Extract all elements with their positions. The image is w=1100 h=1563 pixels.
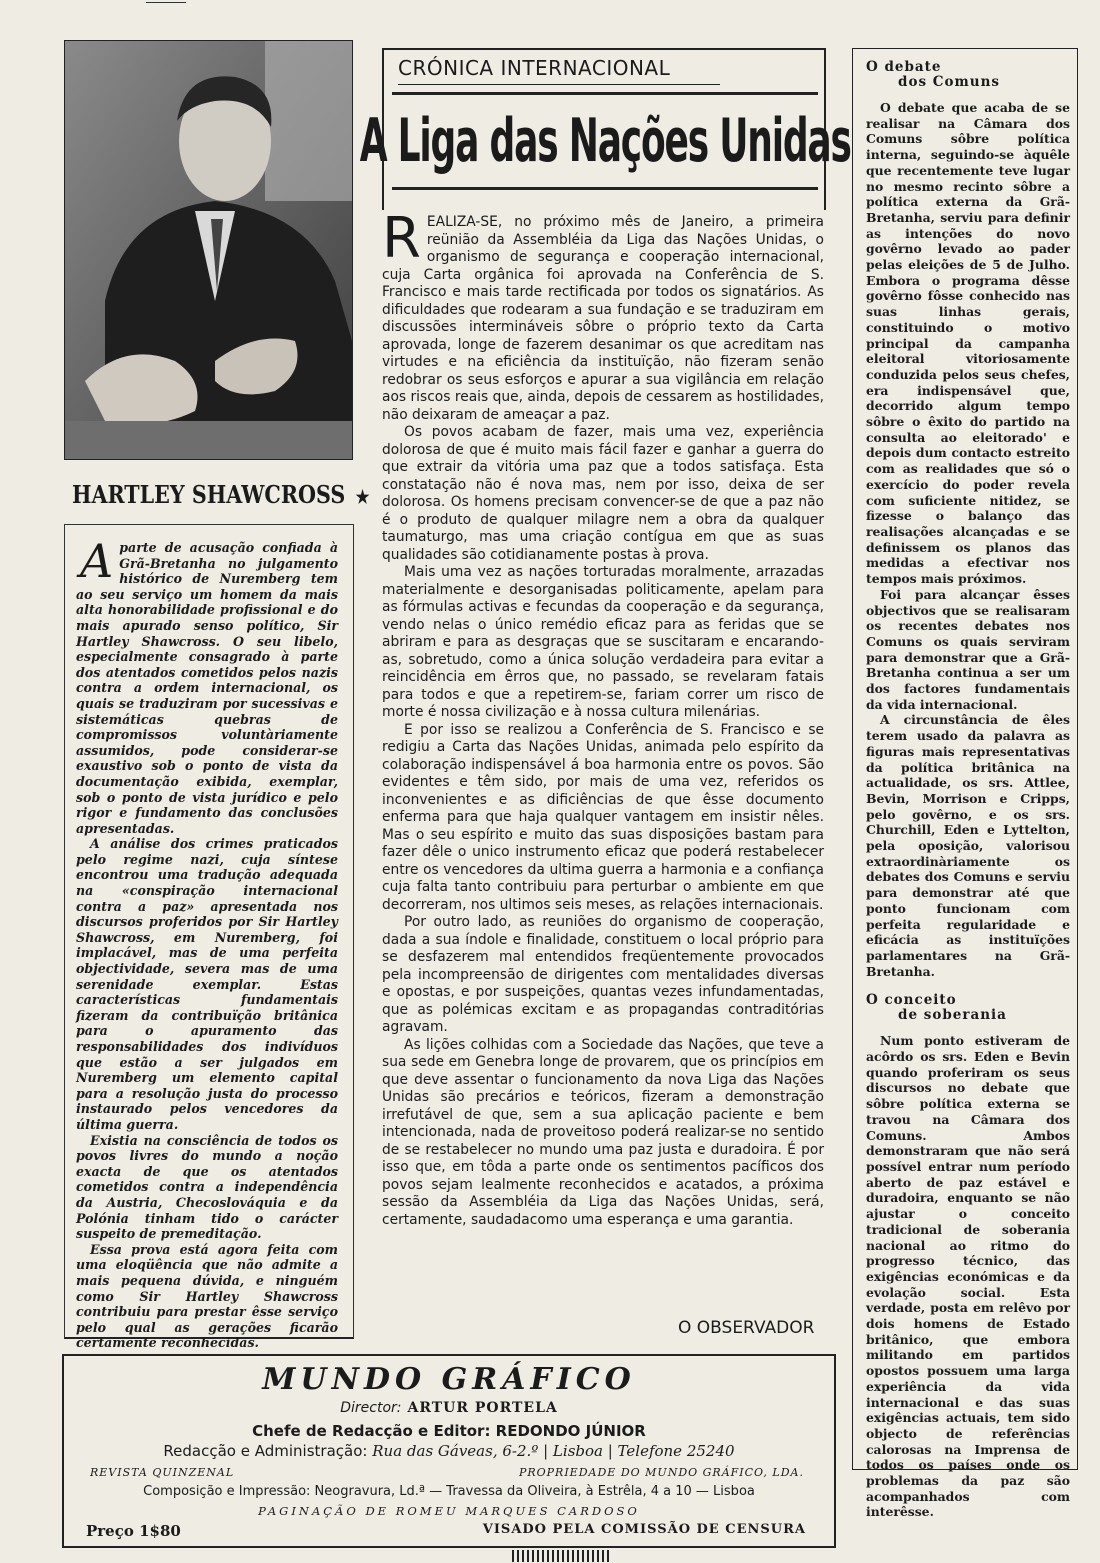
center-paragraph: E por isso se realizou a Conferência de S. Francisco e se redigiu a Carta das Nações Unidas, animada pelo espírito da colaboração indispensável á boa harmonia entre os povos. São evidentes e têm sido, por mais de uma vez, referidos os inconvenientes e as dificiências de que êsse documento enferma para que haja qualquer vantagem em insistir nêles. Mas o seu espírito e muito das suas disposições bastam para fazer dêle o unico instrumento eficaz que poderá restabelecer entre os vencedores da ultima guerra a harmonia e a confiança cuja falta tanto contribuiu para perturbar o ambiente em que decorreram, nos ultimos seis meses, as relações internacionais.: [382, 721, 824, 913]
center-paragraph: REALIZA-SE, no próximo mês de Janeiro, a primeira reünião da Assembléia da Liga das Nações Unidas, o organismo de segurança e cooperação internacional, cuja Carta orgânica foi aprovada na Conferência de S. Francisco e mais tarde rectificada por todos os signatários. As dificuldades que rodearam a sua fundação e se traduziram em discussões intermináveis sôbre o próprio texto da Carta aprovada, longe de fazerem desanimar os que acreditam nas virtudes e na eficiência da instituïção, não fizeram senão redobrar os seus esforços e apurar a sua vigilância em relação aos riscos reais que, ainda, depois de cessarem as hostilidades, não deixaram de ameaçar a paz.: [382, 206, 824, 423]
headline: A Liga das Nações Unidas: [359, 106, 851, 176]
section-label: CRÓNICA INTERNACIONAL: [398, 56, 671, 80]
section-rule: [398, 84, 720, 85]
headline-box: [359, 92, 851, 190]
center-paragraph: Por outro lado, as reuniões do organismo de cooperação, dada a sua índole e finalidade, constituem o local próprio para se desfazerem mal entendidos freqüentemente provocados pela incompreensão de dirigentes com mentalidades diversas e opostas, e por suspeições, quantas vezes infundamentadas, que as polémicas excitam e as propagandas contraditórias agravam.: [382, 914, 824, 1035]
center-paragraph: Mais uma vez as nações torturadas moralmente, arrazadas materialmente e desorganisadas politicamente, apelam para as fórmulas activas e fecundas da cooperação e da segurança, vendo nelas o único remédio eficaz para as feridas que se abriram e para as desgraças que se suscitaram e encarando-as, sobretudo, como a única solução verdadeira para evitar a reincidência em êrros que, no passado, se revelaram fatais para todos e que a repetirem-se, fariam correr um risco de morte é nossa civilização e à nossa cultura milenárias.: [382, 564, 824, 720]
left-paragraph: Existia na consciência de todos os povos livres do mundo a noção exacta de que os atentados cometidos contra a independência da Austria, Checoslováquia e da Polónia tinham tido o carácter suspeito de premeditação.: [76, 1132, 338, 1242]
drop-cap: A: [80, 534, 114, 588]
signature: O OBSERVADOR: [678, 1318, 815, 1338]
left-paragraph: A análise dos crimes praticados pelo regime nazi, cuja síntese encontrou uma tradução adequada na «conspiração internacional contra a paz» apresentada nos discursos proferidos por Sir Hartley Shawcross, em Nuremberg, foi implacável, mas de uma perfeita objectividade, severa mas de uma serenidade exemplar. Estas características fundamentais fizeram da contribuïção britânica para o apuramento das responsabilidades dos indivíduos que estão a ser julgados em Nuremberg um elemento capital para a resolução justa do processo instaurado pelos vencedores da última guerra.: [76, 836, 338, 1132]
right-article: [866, 60, 1070, 1520]
masthead-address: Redacção e Administração: Rua das Gáveas, 6-2.º | Lisboa | Telefone 25240: [163, 1442, 735, 1460]
bottom-mark: [512, 1550, 612, 1562]
right-heading-1: O debate dos Comuns: [866, 59, 1001, 90]
drop-cap: R: [382, 206, 421, 271]
left-paragraph: Aparte de acusação confiada à Grã-Bretanha no julgamento histórico de Nuremberg tem ao seu serviço um homem da mais alta honorabilidade profissional e do mais apurado senso político, Sir Hartley Shawcross. O seu libelo, especialmente consagrado à parte dos atentados cometidos pelos nazis contra a ordem internacional, os quais se traduziram por sucessivas e sistemáticas quebras de compromissos voluntàriamente assumidos, pode considerar-se exaustivo sob o ponto de vista da documentação exibida, exemplar, sob o ponto de vista jurídico e pelo rigor e fundamento das conclusões apresentadas.: [76, 534, 338, 836]
right-paragraph: A circunstância de êles terem usado da palavra as figuras mais representativas da política britânica na actualidade, os srs. Attlee, Bevin, Morrison e Cripps, pelo govêrno, e os srs. Churchill, Eden e Lyttelton, pela oposição, valorisou extraordinàriamente os debates dos Comuns e serviu para demonstrar até que ponto funcionam com perfeita regularidade e eficácia as instituïções parlamentares na Grã-Bretanha.: [866, 712, 1070, 979]
masthead-paginacao: PAGINAÇÃO DE ROMEU MARQUES CARDOSO: [258, 1504, 640, 1518]
masthead-director: Director: ARTUR PORTELA: [340, 1400, 558, 1416]
top-mark: [146, 2, 186, 3]
photo-caption: [72, 480, 370, 509]
right-heading-2: O conceito de soberania: [866, 992, 1007, 1024]
right-paragraph: O debate que acaba de se realisar na Câmara dos Comuns sôbre política interna, seguindo-se àquêle que recentemente teve lugar no mesmo recinto sôbre a política externa da Grã-Bretanha, serviu para definir as intenções do novo govêrno levado ao pader pelas eleições de 5 de Julho. Embora o programa dêsse govêrno fôsse conhecido nas suas linhas gerais, constituindo o motivo principal da campanha eleitoral vitoriosamente conduzida pelos seus chefes, era indispensável que, decorrido algum tempo sôbre o êxito do partido na consulta ao eleitorado' e depois dum contacto estreito com as realidades que só o exercício do poder revela com suficiente nitidez, se fizesse o balanço das realisações alcançadas e se definissem os planos das medidas a efectivar nos tempos mais próximos.: [866, 100, 1070, 587]
left-article: [76, 534, 338, 1351]
masthead-editor: Chefe de Redacção e Editor: REDONDO JÚNIOR: [252, 1422, 646, 1440]
censorship-note: VISADO PELA COMISSÃO DE CENSURA: [482, 1522, 806, 1537]
center-article: [382, 206, 824, 1229]
left-paragraph: Essa prova está agora feita com uma eloqüência que não admite a mais pequena dúvida, e ninguém como Sir Hartley Shawcross contribuiu para prestar êsse serviço pelo qual as gerações ficarão certamente reconhecidas.: [76, 1241, 338, 1351]
masthead-revista: REVISTA QUINZENAL: [90, 1466, 235, 1479]
center-paragraph: Os povos acabam de fazer, mais uma vez, experiência dolorosa de que é muito mais fácil fazer e ganhar a guerra do que extrair da vitória uma paz que a todos satisfaça. Esta constatação não é nova mas, nem por isso, deixa de ser dolorosa. Os homens precisam convencer-se de que a paz não é o produto de qualquer milagre nem a obra da qualquer taumaturgo, mas uma criação contígua em que as suas qualidades são cotidianamente postas à prova.: [382, 424, 824, 563]
masthead-title: MUNDO GRÁFICO: [262, 1362, 636, 1397]
right-paragraph: Num ponto estiveram de acôrdo os srs. Eden e Bevin quando proferiram os seus discursos no debate que sôbre política externa se travou na Câmara dos Comuns. Ambos demonstraram que não será possível entrar num período aberto de paz estável e duradoira, enquanto se não ajustar o conceito tradicional de soberania nacional ao ritmo do progresso técnico, das exigências económicas e da evolação social. Esta verdade, posta em relêvo por dois homens de Estado britânico, que embora militando em partidos opostos possuem uma larga experiência da vida internacional e das suas exigências actuais, tem sido objecto de referências calorosas na Imprensa de todos os países onde os problemas da paz são acompanhados com interêsse.: [866, 1033, 1070, 1520]
star-icon: ★: [355, 487, 370, 508]
right-paragraph: Foi para alcançar êsses objectivos que se realisaram os recentes debates nos Comuns os quais serviram para demonstrar que a Grã-Bretanha continua a ser um dos factores fundamentais da vida internacional.: [866, 586, 1070, 712]
portrait-illustration: [65, 41, 352, 459]
caption-text: HARTLEY SHAWCROSS: [72, 480, 346, 509]
masthead-box: [62, 1354, 836, 1548]
center-paragraph: As lições colhidas com a Sociedade das Nações, que teve a sua sede em Genebra longe de provarem, que os princípios em que deve assentar o funcionamento da nova Liga das Nações Unidas são precários e teóricos, fizeram a demonstração irrefutável de que, sem a sua aplicação paciente e bem intencionada, nada de proveitoso poderá realizar-se no sentido de se restabelecer no mundo uma paz justa e duradoira. É por isso que, em tôda a parte onde os sentimentos pacíficos dos povos sejam lealmente reconhecidos e acatados, a próxima sessão da Assembléia da Liga das Nações Unidas, será, certamente, saudadacomo uma esperança e uma garantia.: [382, 1036, 824, 1228]
price: Preço 1$80: [86, 1522, 181, 1540]
masthead-composicao: Composição e Impressão: Neogravura, Ld.ª — Travessa da Oliveira, à Estrêla, 4 a 10 — Lisboa: [143, 1484, 755, 1499]
masthead-propriedade: PROPRIEDADE DO MUNDO GRÁFICO, LDA.: [518, 1466, 804, 1479]
portrait-photo: [64, 40, 353, 460]
